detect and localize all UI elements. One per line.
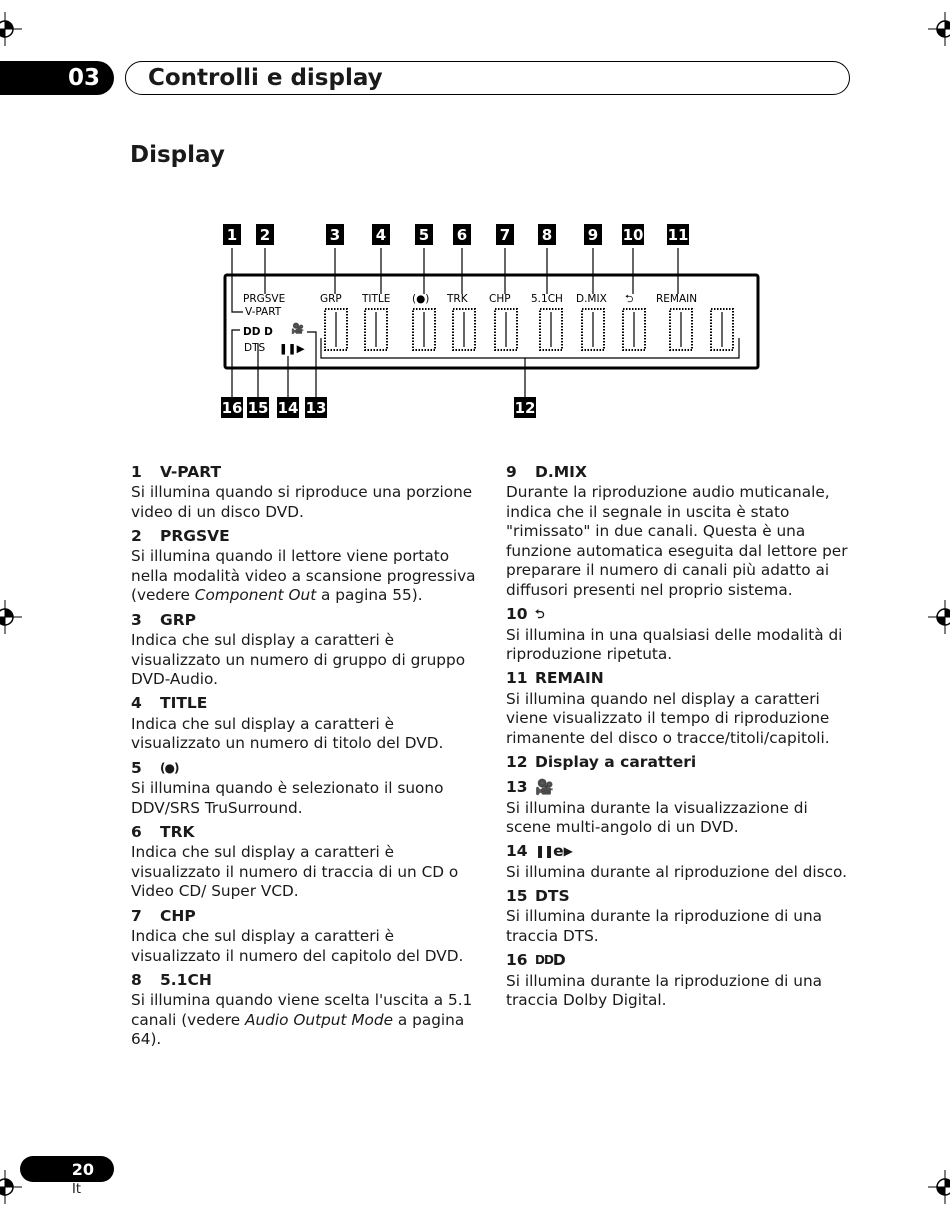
label-chp: CHP [489, 293, 511, 305]
svg-text:8: 8 [541, 226, 553, 244]
character-display-cells [325, 309, 733, 350]
entry-title: PRGSVE [160, 526, 230, 545]
char-cell-segment [592, 312, 594, 347]
svg-text:9: 9 [587, 226, 599, 244]
char-cell-segment [550, 312, 552, 347]
label-trk: TRK [447, 293, 468, 305]
svg-text:3: 3 [329, 226, 341, 244]
svg-text:15: 15 [247, 399, 269, 417]
entry-title: 5.1CH [160, 970, 212, 989]
entry-3 [131, 610, 481, 690]
entries-left-column [131, 462, 481, 1054]
entry-heading [506, 842, 851, 863]
callout-group-bottom [221, 397, 536, 418]
svg-text:7: 7 [499, 226, 511, 244]
callout-16 [221, 397, 243, 418]
callout-8 [538, 224, 556, 245]
entries-right-column [506, 462, 851, 1015]
entry-number: 3 [131, 610, 142, 629]
svg-text:10: 10 [622, 226, 644, 244]
char-cell-segment [721, 312, 723, 347]
char-cell-segment [505, 312, 507, 347]
callout-leader-lines [232, 248, 739, 397]
entry-14 [506, 842, 851, 883]
callout-7 [496, 224, 514, 245]
entry-body: Si illumina quando è selezionato il suono DDV/SRS TruSurround. [131, 778, 444, 817]
entry-heading [131, 610, 481, 631]
callout-14 [277, 397, 299, 418]
callout-11 [667, 224, 689, 245]
play-icon: ▶ [563, 844, 572, 859]
svg-text:13: 13 [305, 399, 327, 417]
char-cell-segment [423, 312, 425, 347]
entry-heading [506, 669, 851, 690]
entry-heading [506, 886, 851, 907]
entry-heading [131, 462, 481, 483]
entry-number: 2 [131, 526, 142, 545]
entry-body [131, 991, 481, 1050]
entry-body-text: a pagina 64). [131, 1010, 465, 1049]
entry-11 [506, 669, 851, 749]
callout-1 [223, 224, 241, 245]
label-dts: DTS [244, 342, 266, 354]
label-grp: GRP [320, 293, 342, 305]
entry-number: 12 [506, 753, 528, 772]
chapter-title [125, 61, 850, 95]
surround-icon: (●) [160, 760, 179, 775]
entry-body-reference: Audio Output Mode [245, 1010, 394, 1029]
entry-title: TITLE [160, 694, 208, 713]
section-title: Display [130, 142, 225, 168]
entry-body: Si illumina durante la riproduzione di una traccia DTS. [506, 907, 823, 945]
entry-body [131, 547, 481, 606]
callout-4 [372, 224, 390, 245]
entry-8 [131, 970, 481, 1050]
callout-10 [622, 224, 644, 245]
entry-heading [506, 753, 851, 774]
entry-2 [131, 526, 481, 606]
char-cell-segment [375, 312, 377, 347]
char-cell-segment [463, 312, 465, 347]
dolby-digital-icon: DD [535, 953, 553, 968]
char-cell-segment [335, 312, 337, 347]
entry-heading [131, 822, 481, 843]
entry-7 [131, 906, 481, 966]
dolby-digital-icon: DD D [243, 326, 273, 338]
language-code: It [72, 1182, 81, 1197]
label-prgsve: PRGSVE [243, 293, 286, 305]
entry-6 [131, 822, 481, 902]
entry-title: D [552, 951, 566, 970]
surround-icon: (●) [412, 293, 430, 305]
callout-5 [415, 224, 433, 245]
entry-body: Si illumina durante al riproduzione del disco. [506, 862, 847, 881]
entry-body-reference: Component Out [194, 586, 317, 605]
label-remain: REMAIN [656, 293, 698, 305]
entry-16 [506, 951, 851, 1011]
entry-title: CHP [160, 906, 196, 925]
entry-number: 6 [131, 822, 142, 841]
chapter-number-badge: 03 [0, 61, 114, 95]
entry-title: e [553, 842, 564, 861]
entry-body: Indica che sul display a caratteri è visualizzato il numero di traccia di un CD o Video CD/ Super VCD. [131, 843, 459, 901]
entry-title: REMAIN [535, 669, 604, 688]
entry-number: 13 [506, 778, 528, 797]
display-diagram [215, 220, 775, 425]
char-cell-segment [633, 312, 635, 347]
svg-text:14: 14 [277, 399, 299, 417]
callout-12 [514, 397, 536, 418]
entry-heading [506, 605, 851, 626]
entry-5 [131, 758, 481, 818]
multi-angle-icon: 🎥 [535, 778, 554, 797]
entry-heading [131, 970, 481, 991]
registration-mark-icon [0, 12, 22, 46]
callout-15 [247, 397, 269, 418]
label-dmix: D.MIX [576, 293, 607, 305]
callout-13 [305, 397, 327, 418]
registration-mark-icon [0, 1170, 22, 1204]
registration-mark-icon [928, 1170, 950, 1204]
label-51ch: 5.1CH [531, 293, 563, 305]
label-title: TITLE [362, 293, 391, 305]
svg-text:12: 12 [514, 399, 536, 417]
entry-title: TRK [160, 822, 195, 841]
entry-title: D.MIX [535, 462, 587, 481]
entry-number: 1 [131, 462, 142, 481]
multi-angle-icon: 🎥 [291, 323, 305, 335]
callout-3 [326, 224, 344, 245]
entry-body-text: a pagina 55). [316, 586, 423, 605]
svg-text:2: 2 [259, 226, 271, 244]
svg-text:5: 5 [418, 226, 430, 244]
entry-1 [131, 462, 481, 522]
entry-number: 5 [131, 758, 142, 777]
entry-number: 4 [131, 694, 142, 713]
entry-body: Indica che sul display a caratteri è visualizzato un numero di gruppo di gruppo DVD-Audio. [131, 630, 466, 689]
entry-title: DTS [535, 887, 570, 906]
char-cell-segment [680, 312, 682, 347]
entry-body: Indica che sul display a caratteri è visualizzato il numero del capitolo del DVD. [131, 926, 464, 965]
entry-body: Durante la riproduzione audio muticanale, indica che il segnale in uscita è stato "rimissato" in due canali. Questa è una funzione automatica eseguita dal lettore per preparare il numero di canali più adatto ai diffusori presenti nel proprio sistema. [506, 483, 848, 599]
entry-body: Si illumina durante la riproduzione di una traccia Dolby Digital. [506, 971, 823, 1010]
page-number-badge: 20 [20, 1156, 114, 1182]
repeat-icon: ⮌ [535, 607, 544, 622]
entry-number: 10 [506, 605, 528, 624]
pause-play-icon: ❚❚▶ [279, 343, 305, 355]
entry-number: 7 [131, 906, 142, 925]
entry-heading [131, 526, 481, 547]
svg-text:11: 11 [667, 226, 689, 244]
entry-body-text: Si illumina quando il lettore viene portato nella modalità video a scansione progressiva (vedere [131, 547, 476, 605]
entry-number: 8 [131, 970, 142, 989]
entry-15 [506, 886, 851, 946]
svg-text:16: 16 [221, 399, 243, 417]
pause-icon: ❚❚ [535, 844, 554, 859]
entry-body: Si illumina in una qualsiasi delle modalità di riproduzione ripetuta. [506, 625, 843, 664]
entry-13 [506, 778, 851, 838]
callout-6 [453, 224, 471, 245]
entry-title: Display a caratteri [535, 753, 697, 772]
callout-group-top [223, 224, 689, 245]
entry-number: 16 [506, 951, 528, 970]
entry-heading [131, 758, 481, 779]
entry-number: 11 [506, 669, 528, 688]
entry-heading [131, 906, 481, 927]
entry-4 [131, 694, 481, 754]
callout-9 [584, 224, 602, 245]
callout-2 [256, 224, 274, 245]
entry-heading [131, 694, 481, 715]
entry-heading [506, 462, 851, 483]
svg-text:1: 1 [226, 226, 238, 244]
entry-10 [506, 605, 851, 665]
entry-body: Si illumina quando si riproduce una porzione video di un disco DVD. [131, 483, 473, 521]
registration-mark-icon [928, 600, 950, 634]
entry-number: 9 [506, 462, 517, 481]
registration-mark-icon [0, 600, 22, 634]
entry-9 [506, 462, 851, 601]
entry-title: GRP [160, 610, 197, 629]
registration-mark-icon [928, 12, 950, 46]
entry-heading [506, 951, 851, 972]
entry-heading [506, 778, 851, 799]
svg-text:4: 4 [375, 226, 387, 244]
entry-12 [506, 753, 851, 774]
entry-number: 15 [506, 887, 528, 906]
entry-number: 14 [506, 842, 528, 861]
entry-body: Si illumina quando nel display a caratteri viene visualizzato il tempo di riproduzione rimanente del disco o tracce/titoli/capitoli. [506, 689, 830, 747]
repeat-icon: ⮌ [625, 293, 634, 305]
label-vpart: V-PART [245, 306, 282, 318]
entry-body-text: Si illumina quando viene scelta l'uscita a 5.1 canali (vedere [131, 991, 473, 1029]
svg-text:6: 6 [456, 226, 468, 244]
entry-body: Si illumina durante la visualizzazione di scene multi-angolo di un DVD. [506, 798, 808, 837]
chapter-title-text: Controlli e display [148, 65, 383, 91]
entry-title: V-PART [160, 462, 222, 481]
entry-body: Indica che sul display a caratteri è visualizzato un numero di titolo del DVD. [131, 714, 444, 753]
